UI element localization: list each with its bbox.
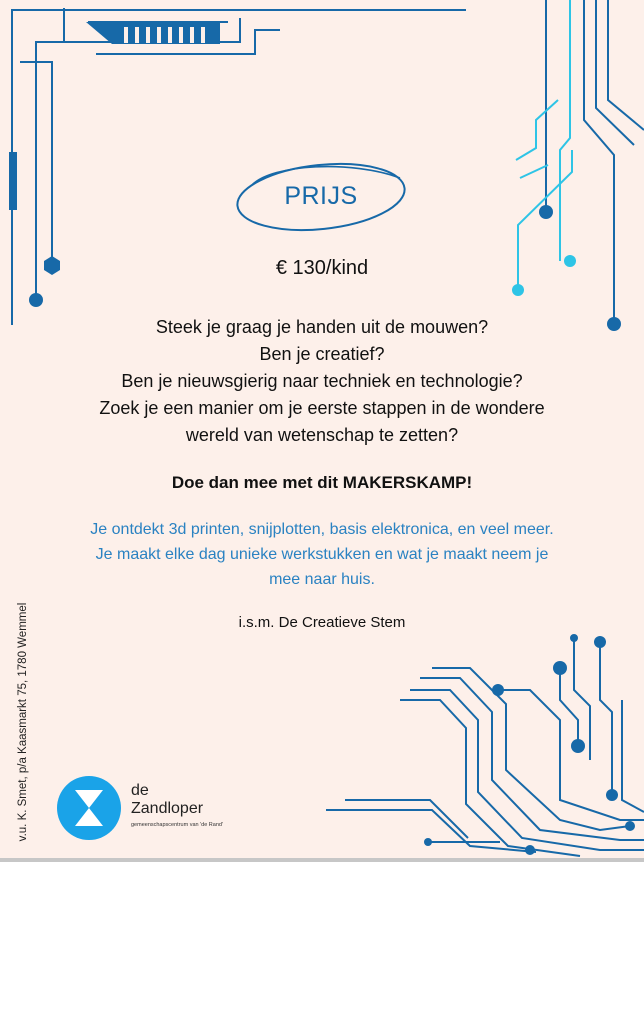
logo-subtitle: gemeenschapscentrum van 'de Rand' — [131, 822, 223, 828]
hourglass-logo-icon — [55, 775, 123, 841]
question-line: Ben je creatief? — [259, 344, 385, 364]
publisher-notice: v.u. K. Smet, p/a Kaasmarkt 75, 1780 Wemmel — [17, 602, 29, 842]
question-line: Steek je graag je handen uit de mouwen? — [155, 317, 489, 337]
feature-line: Je ontdekt 3d printen, snijplotten, basis elektronica, en veel meer. — [90, 521, 554, 538]
logo-text-de: de — [131, 782, 149, 799]
intro-questions — [0, 314, 644, 449]
price-heading: PRIJS — [284, 182, 358, 210]
question-line: wereld van wetenschap te zetten? — [185, 425, 459, 445]
logo-text-name: Zandloper — [131, 800, 204, 817]
question-line: Zoek je een manier om je eerste stappen in de wondere — [99, 398, 545, 418]
features-text — [0, 517, 644, 592]
partner-credit: i.s.m. De Creatieve Stem — [238, 614, 406, 631]
price-heading-badge — [232, 160, 410, 232]
feature-line: mee naar huis. — [269, 571, 375, 588]
feature-line: Je maakt elke dag unieke werkstukken en wat je maakt neem je — [95, 546, 549, 563]
price: € 130/kind — [275, 257, 369, 279]
question-line: Ben je nieuwsgierig naar techniek en technologie? — [121, 371, 523, 391]
page-bottom-edge — [0, 858, 644, 862]
call-to-action: Doe dan mee met dit MAKERSKAMP! — [171, 473, 473, 492]
